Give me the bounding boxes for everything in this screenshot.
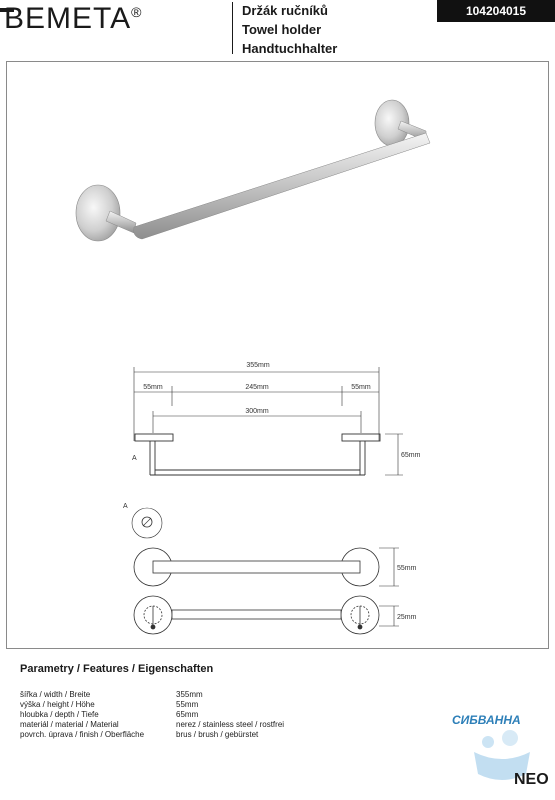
spec-row-finish	[20, 730, 284, 740]
series-name: NEO	[514, 771, 549, 788]
spec-value: 355mm	[176, 690, 203, 699]
towel-bar	[134, 133, 430, 239]
title-en: Towel holder	[242, 22, 322, 37]
spec-label: povrch. úprava / finish / Oberfläche	[20, 730, 145, 739]
spec-value: brus / brush / gebürstet	[176, 730, 259, 739]
product-render	[76, 100, 430, 241]
brand-logo	[4, 2, 142, 36]
spec-label: výška / height / Höhe	[20, 700, 95, 709]
spec-table	[20, 690, 284, 740]
watermark-text: СИБВАННА	[452, 713, 521, 727]
spec-value: 55mm	[176, 700, 199, 709]
features-title: Parametry / Features / Eigenschaften	[20, 663, 214, 675]
spec-row-height	[20, 700, 284, 710]
section-marker: A	[132, 455, 137, 462]
registered-mark: ®	[131, 4, 143, 20]
technical-drawing	[6, 61, 547, 647]
spec-value: 65mm	[176, 710, 199, 719]
dim-total-width: 355mm	[246, 362, 270, 369]
dim-inner-span: 245mm	[245, 384, 269, 391]
spec-value: nerez / stainless steel / rostfrei	[176, 720, 285, 729]
dim-left-offset: 55mm	[143, 384, 163, 391]
brand-name: BEMETA	[4, 2, 132, 35]
spec-label: hloubka / depth / Tiefe	[20, 710, 99, 719]
product-titles	[242, 1, 337, 58]
spec-row-material	[20, 720, 284, 730]
spec-row-width	[20, 690, 284, 700]
dim-rosette-diameter: 55mm	[397, 565, 417, 572]
header	[0, 0, 555, 60]
spec-label: šířka / width / Breite	[20, 690, 91, 699]
top-view	[134, 548, 399, 586]
rear-view	[134, 596, 399, 634]
product-code: 104204015	[437, 0, 555, 22]
dim-right-offset: 55mm	[351, 384, 371, 391]
dim-depth: 65mm	[401, 452, 421, 459]
header-separator	[232, 2, 233, 54]
spec-row-depth	[20, 710, 284, 720]
title-de: Handtuchhalter	[242, 41, 338, 56]
section-label: A	[123, 503, 128, 510]
dim-bar-offset: 25mm	[397, 614, 417, 621]
spec-label: materiál / material / Material	[20, 720, 119, 729]
section-detail	[123, 503, 162, 538]
title-cz: Držák ručníků	[242, 3, 328, 18]
dim-bar-length: 300mm	[245, 408, 269, 415]
